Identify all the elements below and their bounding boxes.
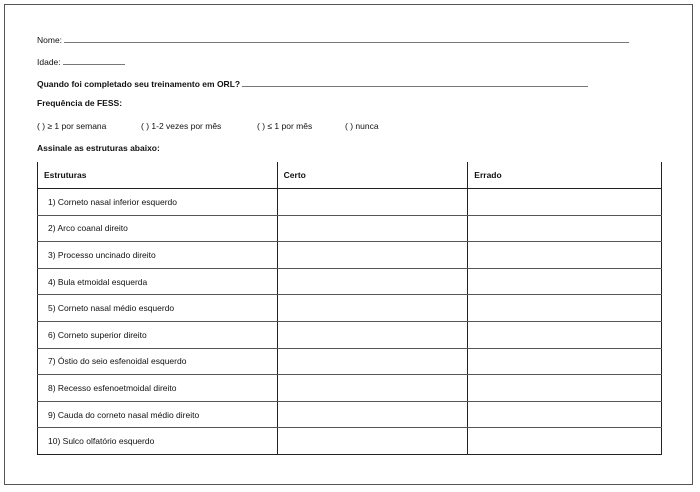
correct-cell[interactable] <box>277 242 468 269</box>
name-field[interactable] <box>64 33 629 43</box>
header-wrong: Errado <box>468 162 662 189</box>
correct-cell[interactable] <box>277 321 468 348</box>
wrong-cell[interactable] <box>468 215 662 242</box>
training-question: Quando foi completado seu treinamento em ORL? <box>37 79 241 89</box>
structure-label: 9) Cauda do corneto nasal médio direito <box>38 401 278 428</box>
wrong-cell[interactable] <box>468 321 662 348</box>
structures-table <box>37 162 662 455</box>
structure-label: 1) Corneto nasal inferior esquerdo <box>38 189 278 216</box>
structure-label: 6) Corneto superior direito <box>38 321 278 348</box>
table-row <box>38 375 662 402</box>
table-row <box>38 348 662 375</box>
table-header-row <box>38 162 662 189</box>
structure-label: 5) Corneto nasal médio esquerdo <box>38 295 278 322</box>
age-row <box>37 55 125 67</box>
wrong-cell[interactable] <box>468 375 662 402</box>
wrong-cell[interactable] <box>468 401 662 428</box>
header-correct: Certo <box>277 162 468 189</box>
table-row <box>38 321 662 348</box>
header-structures: Estruturas <box>38 162 278 189</box>
table-row <box>38 189 662 216</box>
frequency-option-rarely[interactable]: ( ) ≤ 1 por mês <box>257 121 313 131</box>
frequency-option-never[interactable]: ( ) nunca <box>345 121 379 131</box>
training-row <box>37 77 588 89</box>
table-row <box>38 215 662 242</box>
wrong-cell[interactable] <box>468 295 662 322</box>
frequency-option-monthly[interactable]: ( ) 1-2 vezes por mês <box>141 121 222 131</box>
training-field[interactable] <box>242 77 588 87</box>
table-row <box>38 401 662 428</box>
table-row <box>38 268 662 295</box>
structure-label: 10) Sulco olfatório esquerdo <box>38 428 278 455</box>
correct-cell[interactable] <box>277 348 468 375</box>
wrong-cell[interactable] <box>468 242 662 269</box>
structure-label: 3) Processo uncinado direito <box>38 242 278 269</box>
age-field[interactable] <box>63 55 125 65</box>
correct-cell[interactable] <box>277 268 468 295</box>
structure-label: 4) Bula etmoidal esquerda <box>38 268 278 295</box>
structure-label: 2) Arco coanal direito <box>38 215 278 242</box>
structure-label: 8) Recesso esfenoetmoidal direito <box>38 375 278 402</box>
wrong-cell[interactable] <box>468 189 662 216</box>
correct-cell[interactable] <box>277 428 468 455</box>
frequency-option-weekly[interactable]: ( ) ≥ 1 por semana <box>37 121 107 131</box>
table-row <box>38 242 662 269</box>
correct-cell[interactable] <box>277 295 468 322</box>
table-row <box>38 295 662 322</box>
structure-label: 7) Óstio do seio esfenoidal esquerdo <box>38 348 278 375</box>
name-row <box>37 33 629 45</box>
correct-cell[interactable] <box>277 401 468 428</box>
structures-instruction: Assinale as estruturas abaixo: <box>37 143 160 153</box>
wrong-cell[interactable] <box>468 348 662 375</box>
correct-cell[interactable] <box>277 189 468 216</box>
frequency-title: Frequência de FESS: <box>37 98 123 108</box>
wrong-cell[interactable] <box>468 428 662 455</box>
correct-cell[interactable] <box>277 375 468 402</box>
questionnaire-page <box>4 4 693 485</box>
table-row <box>38 428 662 455</box>
name-label: Nome: <box>37 35 63 45</box>
correct-cell[interactable] <box>277 215 468 242</box>
age-label: Idade: <box>37 57 61 67</box>
wrong-cell[interactable] <box>468 268 662 295</box>
